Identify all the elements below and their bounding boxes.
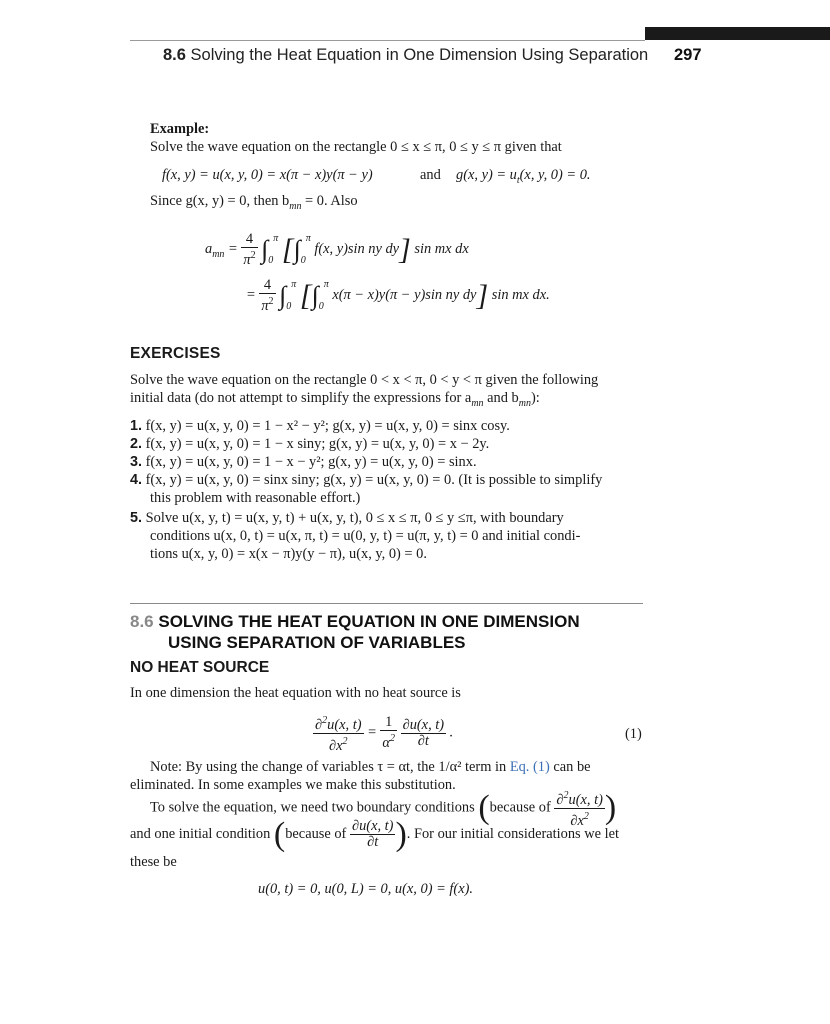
boundary-conditions-line: To solve the equation, we need two boundary conditions (because of $\frac{\partial^2u(x, t)}{\partial x^2}$ ) <box>150 789 617 829</box>
note-line-1: Note: By using the change of variables τ = αt, the 1/α² term in Eq. (1) can be <box>150 759 591 775</box>
exercise-item-continuation: tions u(x, y, 0) = x(x − π)y(y − π), u(x, y, 0) = 0. <box>150 546 427 562</box>
exercise-item-continuation: this problem with reasonable effort.) <box>150 490 361 506</box>
running-head <box>163 46 648 65</box>
initial-condition-line: and one initial condition (because of $\frac{\partial u(x, t)}{\partial t}$ ). For our initial considerations we let <box>130 815 620 853</box>
page-number: 297 <box>674 46 702 64</box>
conditions-equation: u(0, t) = 0, u(0, L) = 0, u(x, 0) = f(x). <box>258 881 473 897</box>
exercise-item: 3. f(x, y) = u(x, y, 0) = 1 − x − y²; g(x, y) = u(x, y, 0) = sinx. <box>130 454 477 470</box>
equation-link[interactable]: Eq. (1) <box>509 759 550 775</box>
exercises-intro-2: initial data (do not attempt to simplify the expressions for $a_{mn}$ and $b_{mn}$): <box>130 390 540 409</box>
equation-label: (1) <box>625 726 642 742</box>
heat-equation: $\frac{\partial^2u(x, t)}{\partial x^2}$ = $\frac{1}{\alpha^2}$ $\frac{\partial u(x, t)}{\partial t}$ . <box>315 714 454 754</box>
section-subheading: NO HEAT SOURCE <box>130 659 270 676</box>
example-given-g: g(x, $y) = u_t(x$, y, 0) = 0. <box>456 167 591 186</box>
exercises-heading: EXERCISES <box>130 345 221 362</box>
exercises-intro-1: Solve the wave equation on the rectangle 0 < x < π, 0 < y < π given the following <box>130 372 599 388</box>
example-and: and <box>420 167 441 183</box>
note-line-2: eliminated. In some examples we make this substitution. <box>130 777 456 793</box>
section-title: 8.6 SOLVING THE HEAT EQUATION IN ONE DIMENSION USING SEPARATION OF VARIABLES <box>130 612 580 652</box>
exercise-item: 1. f(x, y) = u(x, y, 0) = 1 − x² − y²; g(x, y) = u(x, y, 0) = sinx cosy. <box>130 418 510 434</box>
exercise-item-continuation: conditions u(x, 0, t) = u(x, π, t) = u(0, y, t) = u(π, y, t) = 0 and initial condi- <box>150 528 581 544</box>
header-rule <box>130 40 645 41</box>
header-bar <box>645 27 830 40</box>
running-head-number: 8.6 <box>163 46 186 64</box>
exercise-item: 5. Solve u(x, y, t) = u(x, y, t) + u(x, y, t), 0 ≤ x ≤ π, 0 ≤ y ≤π, with boundary <box>130 510 564 526</box>
example-given-f: f(x, y) = u(x, y, 0) = x(π − x)y(π − y) <box>162 167 373 183</box>
exercise-item: 2. f(x, y) = u(x, y, 0) = 1 − x siny; g(x, y) = u(x, y, 0) = x − 2y. <box>130 436 490 452</box>
running-head-title: Solving the Heat Equation in One Dimension Using Separation <box>190 46 649 64</box>
section-paragraph: In one dimension the heat equation with no heat source is <box>130 685 461 701</box>
example-intro: Solve the wave equation on the rectangle 0 ≤ x ≤ π, 0 ≤ y ≤ π given that <box>150 139 562 155</box>
example-equation-2: = $\frac{4}{\pi^2}$ $\int_0^\pi$ [$\int_0^\pi$ x(π − x)y(π − y)sin ny dy] sin mx dx. <box>246 276 550 314</box>
example-since: Since g(x, y) = 0, then $b_{mn} = 0$. Also <box>150 193 358 212</box>
these-be: these be <box>130 854 177 870</box>
section-rule <box>130 603 643 604</box>
exercise-item: 4. f(x, y) = u(x, y, 0) = sinx siny; g(x, y) = u(x, y, 0) = 0. (It is possible to simplify <box>130 472 603 488</box>
example-label: Example: <box>150 121 210 137</box>
example-equation-1: $a_{mn}$ = $\frac{4}{\pi^2}$ $\int_0^\pi$ [$\int_0^\pi$ f(x, y)sin ny dy] sin mx dx <box>205 230 469 268</box>
